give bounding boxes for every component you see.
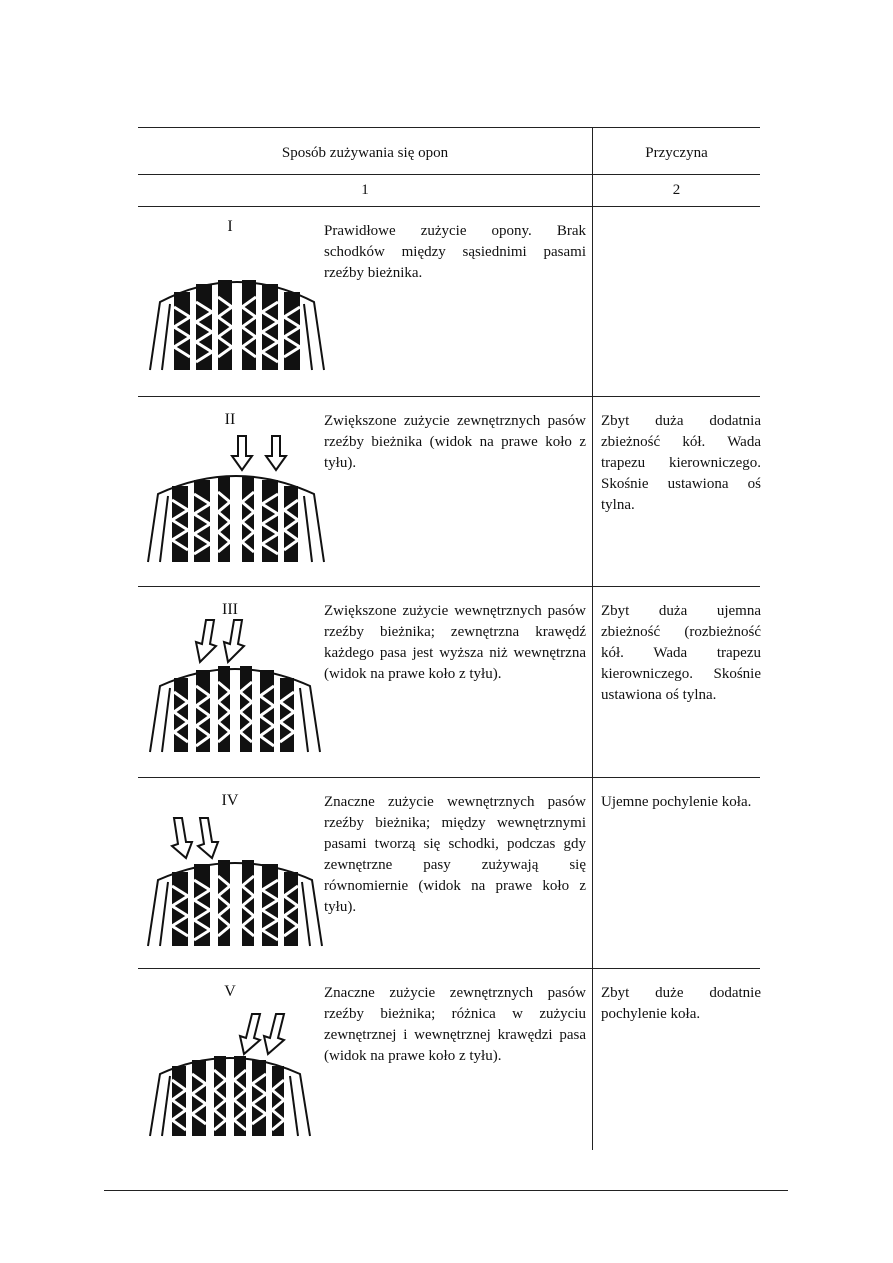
row-rule-3: [138, 586, 760, 587]
column-header-cause: Przyczyna: [645, 145, 708, 161]
header-rule: [138, 174, 760, 175]
page-footer-rule: [104, 1190, 788, 1191]
tire-tread-outer-wear-icon: [146, 432, 326, 566]
column-header-wear-pattern: Sposób zużywania się opon: [281, 145, 449, 161]
row-description: Zwiększone zużycie wewnętrznych pasów rzeźby bieżnika; zewnętrzna krawędź każdego pasa jest wyższa niż wewnętrzna (widok na prawe koło z tyłu).: [324, 603, 586, 682]
row-cause: Zbyt duża ujemna zbieżność (rozbieżność kół. Wada trapezu kierowniczego. Skośnie ustawiona oś tylna.: [601, 603, 761, 703]
numbers-rule: [138, 206, 760, 207]
row-cause: Zbyt duże dodatnie pochylenie koła.: [601, 985, 761, 1022]
row-description: Znaczne zużycie zewnętrznych pasów rzeźby bieżnika; różnica w zużyciu zewnętrznej i wewnętrznej krawędzi pasa (widok na prawe koło z tyłu).: [324, 985, 586, 1064]
tire-tread-inner-wear-icon: [148, 616, 322, 756]
row-numeral: II: [224, 411, 236, 428]
row-numeral: I: [227, 218, 233, 235]
column-divider: [592, 127, 593, 1150]
tire-tread-outer-edge-icon: [148, 1010, 312, 1140]
column-number-2: 2: [672, 182, 681, 198]
tire-tread-inner-steps-icon: [146, 814, 324, 950]
row-rule-5: [138, 968, 760, 969]
row-numeral: IV: [221, 792, 239, 809]
row-rule-4: [138, 777, 760, 778]
row-numeral: V: [224, 983, 236, 1000]
tire-tread-even-icon: [148, 262, 326, 374]
row-description: Prawidłowe zużycie opony. Brak schodków między sąsiednimi pasami rzeźby bieżnika.: [324, 223, 586, 281]
row-cause: Zbyt duża dodatnia zbieżność kół. Wada trapezu kierowniczego. Skośnie ustawiona oś tylna.: [601, 413, 761, 513]
row-cause: Ujemne pochylenie koła.: [601, 794, 752, 810]
row-rule-2: [138, 396, 760, 397]
row-numeral: III: [222, 601, 238, 618]
column-number-1: 1: [361, 182, 369, 198]
row-description: Zwiększone zużycie zewnętrznych pasów rzeźby bieżnika (widok na prawe koło z tyłu).: [324, 413, 586, 471]
row-description: Znaczne zużycie wewnętrznych pasów rzeźby bieżnika; między wewnętrznymi pasami tworzą się schodki, podczas gdy zewnętrzne pasy zużywają się równomiernie (widok na prawe koło z tyłu).: [324, 794, 586, 915]
table-top-rule: [138, 127, 760, 128]
